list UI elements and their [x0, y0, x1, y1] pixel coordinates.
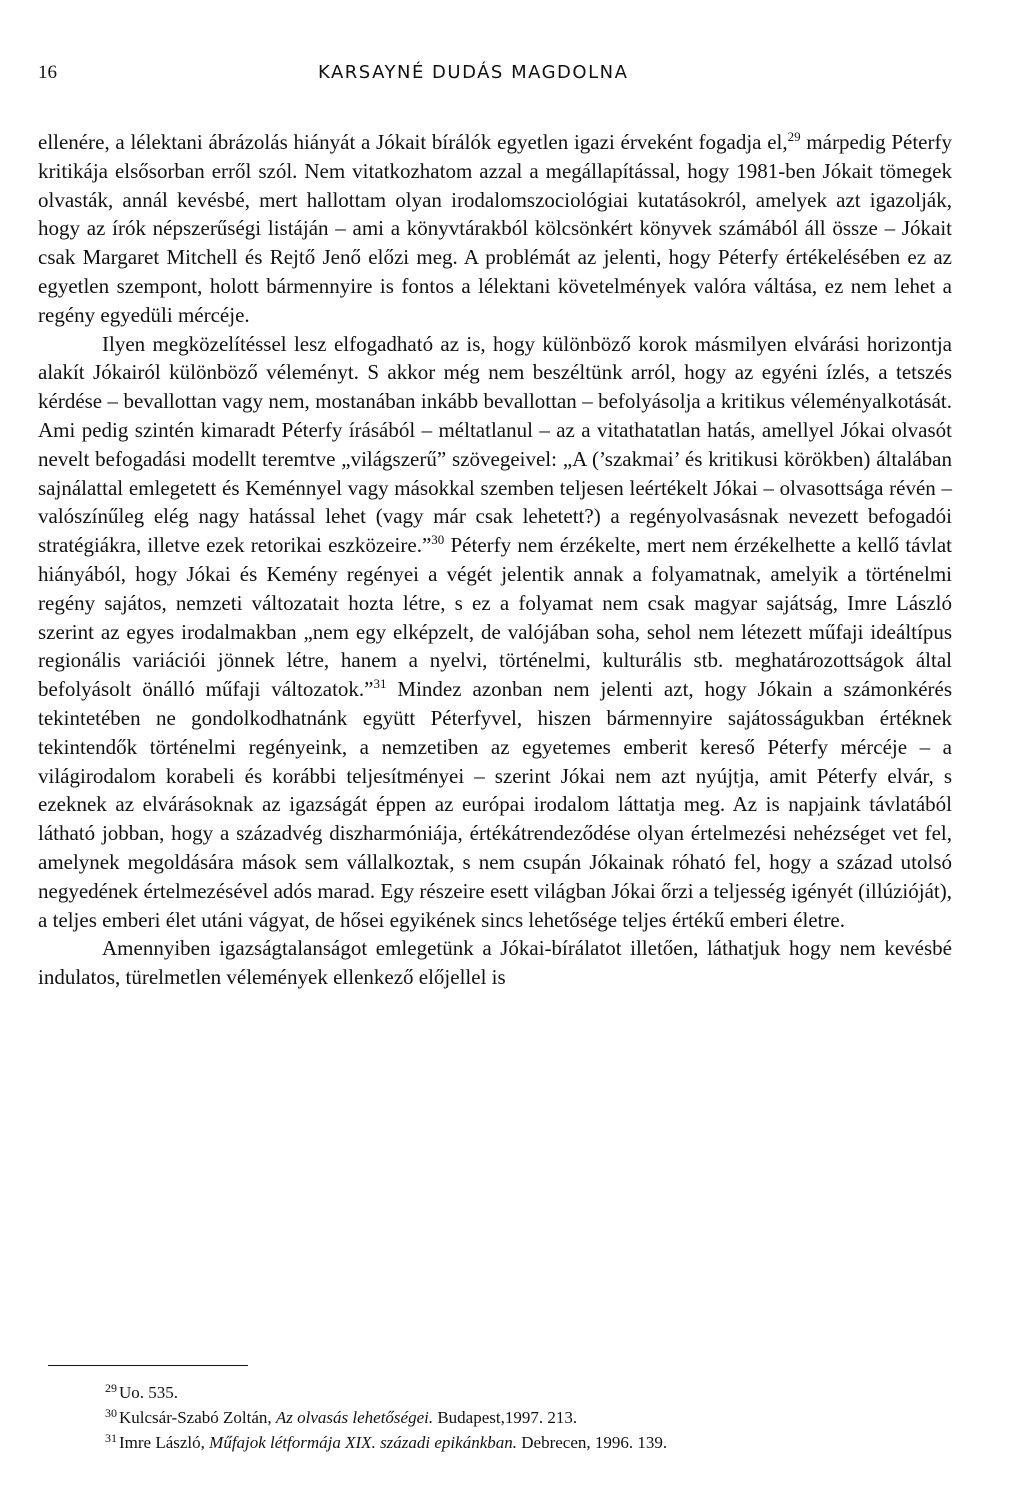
running-head: KARSAYNÉ DUDÁS MAGDOLNA: [318, 62, 629, 83]
footnote-text: Kulcsár-Szabó Zoltán,: [119, 1408, 276, 1427]
footnote-mark: 30: [105, 1406, 117, 1420]
footnote-title: Műfajok létformája XIX. századi epikánkban.: [209, 1433, 517, 1452]
footnote-30: [105, 1405, 667, 1430]
footnote-31: [105, 1430, 667, 1455]
footnote-text: Uo. 535.: [119, 1383, 179, 1402]
footnote-publication: Debrecen, 1996. 139.: [517, 1433, 668, 1452]
footnotes: [105, 1380, 667, 1455]
footnote-publication: Budapest,1997. 213.: [433, 1408, 578, 1427]
paragraph-2-text-b: Péterfy nem érzékelte, mert nem érzékelhette a kellő távlat hiányából, hogy Jókai és Kemény regényei a végét jelentik annak a folyamatnak, amelyik a történelmi regény sajátos, nemzeti változatait hozta létre, s ez a folyamat nem csak magyar sajátság, Imre László szerint az egyes irodalmakban „nem egy elképzelt, de valójában soha, sehol nem létezett műfaji ideáltípus regionális variációi jönnek létre, hanem a nyelvi, történelmi, kulturális stb. meghatározottságok által befolyásolt önálló műfaji változatok.”: [38, 533, 952, 702]
paragraph-2-text-c: Mindez azonban nem jelenti azt, hogy Jókain a számonkérés tekintetében ne gondolkodhatnánk együtt Péterfyvel, hiszen bármennyire sajátosságukban értéknek tekintendők történelmi regényeink, a nemzetiben az egyetemes emberit kereső Péterfy mércéje – a világirodalom korabeli és korábbi teljesítményei – szerint Jókai nem azt nyújtja, amit Péterfy elvár, s ezeknek az elvárásoknak az igazságát éppen az európai irodalom láttatja meg. Az is napjaink távlatából látható jobban, hogy a századvég diszharmóniája, értékátrendeződése olyan értelmezési nehézséget vet fel, amelynek megoldására mások sem vállalkoztak, s nem csupán Jókainak róható fel, hogy a század utolsó negyedének értelmezésével adós marad. Egy részeire esett világban Jókai őrzi a teljesség igényét (illúzióját), a teljes emberi élet utáni vágyat, de hősei egyikének sincs lehetősége teljes értékű emberi életre.: [38, 677, 953, 932]
footnote-divider: [48, 1365, 248, 1366]
paragraph-1: [38, 128, 952, 330]
paragraph-2-text-a: Ilyen megközelítéssel lesz elfogadható az is, hogy különböző korok másmilyen elvárási horizontja alakít Jókairól különböző véleményt. S akkor még nem beszéltünk arról, hogy az egyéni ízlés, a tetszés kérdése – bevallottan vagy nem, mostanában inkább bevallottan – befolyásolja a kritikus véleményalkotását. Ami pedig szintén kimaradt Péterfy írásából – méltatlanul – az a vitathatatlan hatás, amellyel Jókai olvasót nevelt befogadási modellt teremtve „világszerű” szövegeivel: „A (’szakmai’ és kritikusi körökben) általában sajnálattal emlegetett és Keménnyel vagy másokkal szemben teljesen leértékelt Jókai – olvasottsága révén – valószínűleg elég nagy hatással lehet (vagy már csak lehetett?) a regényolvasásnak nevezett befogadói stratégiákra, illetve ezek retorikai eszközeire.”: [38, 331, 952, 558]
page-number: 16: [38, 62, 57, 83]
footnote-ref-29: 29: [787, 129, 801, 144]
paragraph-3: [38, 934, 952, 992]
footnote-mark: 31: [105, 1431, 117, 1445]
paragraph-1-text-a: ellenére, a lélektani ábrázolás hiányát a Jókait bírálók egyetlen igazi érveként fogadja el,: [38, 130, 788, 154]
page-header: [0, 60, 1024, 90]
footnote-text: Imre László,: [119, 1433, 210, 1452]
paragraph-1-text-b: márpedig Péterfy kritikája elsősorban erről szól. Nem vitatkozhatom azzal a megállapítással, hogy 1981-ben Jókait tömegek olvasták, annál kevésbé, mert hallottam olyan irodalomszociológiai kutatásokról, amelyek azt igazolják, hogy az írók népszerűségi listáján – ami a könyvtárakból kölcsönkért könyvek számából áll össze – Jókait csak Margaret Mitchell és Rejtő Jenő előzi meg. A problémát az jelenti, hogy Péterfy értékelésében ez az egyetlen szempont, holott bármennyire is fontos a lélektani követelmények valóra váltása, ez nem lehet a regény egyedüli mércéje.: [38, 130, 952, 327]
footnote-ref-30: 30: [431, 532, 445, 548]
footnote-title: Az olvasás lehetőségei.: [275, 1408, 434, 1427]
paragraph-3-text: Amennyiben igazságtalanságot emlegetünk a Jókai-bírálatot illetően, láthatjuk hogy nem kevésbé indulatos, türelmetlen vélemények ellenkező előjellel is: [38, 936, 952, 990]
body-text: [38, 128, 952, 992]
paragraph-2: [38, 330, 952, 935]
footnote-29: [105, 1380, 667, 1405]
footnote-mark: 29: [105, 1381, 117, 1395]
footnote-ref-31: 31: [373, 676, 387, 692]
